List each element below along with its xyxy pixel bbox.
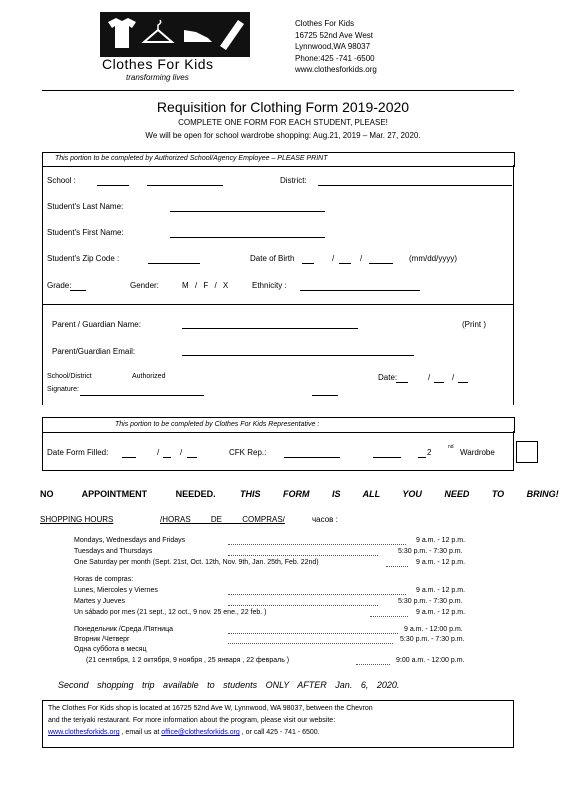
signature-field[interactable] <box>80 395 204 396</box>
date-slash: / <box>452 373 455 382</box>
gender-label: Gender: <box>130 281 159 290</box>
date-month-field[interactable] <box>396 382 408 383</box>
divider <box>42 90 514 91</box>
signature-field-2[interactable] <box>312 395 338 396</box>
hours-time: 9 a.m. - 12 p.m. <box>416 609 466 616</box>
grade-label: Grade: <box>47 281 72 290</box>
hours-time: 9 a.m. - 12 p.m. <box>416 537 466 544</box>
dob-slash: / <box>332 254 335 263</box>
ethnicity-field[interactable] <box>300 290 420 291</box>
dob-label: Date of Birth <box>250 254 295 263</box>
this-form: THIS FORM IS ALL YOU NEED TO BRING! <box>240 489 559 499</box>
wardrobe-label: Wardrobe <box>460 448 495 457</box>
parent-name-label: Parent / Guardian Name: <box>52 320 141 329</box>
wardrobe-checkbox[interactable] <box>516 441 538 463</box>
parent-email-label: Parent/Guardian Email: <box>52 347 136 356</box>
dot-leader <box>228 605 378 606</box>
wardrobe-field[interactable] <box>418 457 426 458</box>
dot-leader <box>370 616 408 617</box>
gender-options[interactable]: M / F / X <box>182 281 229 290</box>
hours-time: 9 a.m. - 12 p.m. <box>416 559 466 566</box>
section3-left-border <box>42 431 43 470</box>
hours-day: Martes y Jueves <box>74 598 125 605</box>
date-filled-day[interactable] <box>163 457 171 458</box>
section1-right-border <box>513 165 514 405</box>
hours-en: SHOPPING HOURS <box>40 515 114 524</box>
clothes-icons <box>100 12 250 57</box>
section1-header: This portion to be completed by Authorized School/Agency Employee – PLEASE PRINT <box>55 155 328 162</box>
hours-time: 9 a.m. - 12:00 p.m. <box>404 626 463 633</box>
zip-field[interactable] <box>148 263 200 264</box>
hours-time: 9:00 a.m. - 12:00 p.m. <box>396 657 465 664</box>
date-slash: / <box>180 448 183 457</box>
hours-es: /HORAS DE COMPRAS/ <box>160 515 285 524</box>
date-slash: / <box>157 448 160 457</box>
rep-field[interactable] <box>284 457 340 458</box>
district-label: District: <box>280 176 307 185</box>
dot-leader <box>228 643 393 644</box>
hours-day: Mondays, Wednesdays and Fridays <box>74 537 186 544</box>
address-line: 16725 52nd Ave West <box>295 30 373 40</box>
form-title: Requisition for Clothing Form 2019-2020 <box>156 99 410 115</box>
address-line: Lynnwood,WA 98037 <box>295 42 371 51</box>
email-link[interactable]: office@clothesforkids.org <box>161 729 240 736</box>
dob-format: (mm/dd/yyyy) <box>409 254 457 263</box>
call-text: , or call 425 - 741 - 6500. <box>241 729 320 736</box>
hours-day: Понедельник /Среда /Пятница <box>74 626 173 633</box>
logo-tagline: transforming lives <box>126 73 189 82</box>
dot-leader <box>356 664 390 665</box>
dot-leader <box>228 555 378 556</box>
last-name-label: Student's Last Name: <box>47 202 124 211</box>
wardrobe-number: 2 <box>427 448 432 457</box>
parent-name-field[interactable] <box>182 328 358 329</box>
footer-line-3 <box>48 729 320 736</box>
dob-month-field[interactable] <box>302 263 314 264</box>
hours-day: Lunes, Miercoles y Viernes <box>74 587 158 594</box>
dot-leader <box>228 594 406 595</box>
ethnicity-label: Ethnicity : <box>252 281 287 290</box>
dob-day-field[interactable] <box>339 263 351 264</box>
russian-sat-header: Одна суббота в месяц <box>74 646 147 653</box>
date-filled-month[interactable] <box>122 457 136 458</box>
hours-time: 5:30 p.m. - 7:30 p.m. <box>398 598 463 605</box>
hours-day: Tuesdays and Thursdays <box>74 548 153 555</box>
section3-header: This portion to be completed by Clothes For Kids Representative : <box>115 421 320 428</box>
date-day-field[interactable] <box>434 382 444 383</box>
authorized-label-2: Authorized <box>132 373 166 380</box>
hours-day: (21 сентября, 1 2 октября, 9 ноября , 25 января , 22 февраль ) <box>86 657 290 664</box>
hours-day: Un sábado por mes (21 sept., 12 oct., 9 nov. 25 ene., 22 feb. ) <box>74 609 267 616</box>
footer-line-1: The Clothes For Kids shop is located at 16725 52nd Ave W, Lynnwood, WA 98037, between the Chevron <box>48 705 373 712</box>
school-label: School : <box>47 176 76 185</box>
dot-leader <box>228 544 406 545</box>
open-dates: We will be open for school wardrobe shopping: Aug.21, 2019 – Mar. 27, 2020. <box>145 131 421 140</box>
date-filled-year[interactable] <box>187 457 197 458</box>
email-prefix: , email us at <box>121 729 160 736</box>
first-name-label: Student's First Name: <box>47 228 124 237</box>
section3-right-border <box>513 431 514 470</box>
date-year-field[interactable] <box>458 382 468 383</box>
hours-day: One Saturday per month (Sept. 21st, Oct. 12th, Nov. 9th, Jan. 25th, Feb. 22nd) <box>74 559 319 566</box>
hours-time: 5:30 p.m. - 7:30 p.m. <box>398 548 463 555</box>
divider <box>42 470 514 471</box>
wardrobe-sup: nd <box>448 444 454 450</box>
hours-time: 5:30 p.m. - 7:30 p.m. <box>400 636 465 643</box>
divider <box>42 304 514 305</box>
date-label: Date: <box>378 373 398 382</box>
dot-leader <box>228 633 398 634</box>
spanish-header: Horas de compras: <box>74 576 134 583</box>
hours-ru: часов : <box>312 515 338 524</box>
hours-time: 9 a.m. - 12 p.m. <box>416 587 466 594</box>
district-field[interactable] <box>318 185 512 186</box>
dob-year-field[interactable] <box>369 263 393 264</box>
parent-email-field[interactable] <box>182 355 414 356</box>
print-note: (Print ) <box>462 320 486 329</box>
address-line: Clothes For Kids <box>295 19 355 28</box>
authorized-label-1: School/District <box>47 373 92 380</box>
last-name-field[interactable] <box>170 211 325 212</box>
first-name-field[interactable] <box>170 237 325 238</box>
logo <box>100 12 250 82</box>
hours-day: Вторник /Четверг <box>74 636 130 643</box>
rep-field-2[interactable] <box>373 457 401 458</box>
address-line: www.clothesforkids.org <box>295 65 377 74</box>
dot-leader <box>386 566 408 567</box>
footer-line-2: and the teriyaki restaurant. For more information about the program, please visit our website: <box>48 717 336 724</box>
date-filled-label: Date Form Filled: <box>47 448 109 457</box>
rep-label: CFK Rep.: <box>229 448 267 457</box>
logo-text: Clothes For Kids <box>102 56 214 72</box>
signature-label: Signature: <box>47 386 79 393</box>
website-link[interactable]: www.clothesforkids.org <box>48 729 120 736</box>
section1-left-border <box>42 165 43 405</box>
dob-slash: / <box>360 254 363 263</box>
date-slash: / <box>428 373 431 382</box>
grade-field[interactable] <box>70 290 86 291</box>
zip-label: Student's Zip Code : <box>47 254 120 263</box>
second-shopping-note: Second shopping trip available to students ONLY AFTER Jan. 6, 2020. <box>58 680 400 690</box>
instruction: COMPLETE ONE FORM FOR EACH STUDENT, PLEASE! <box>178 118 388 127</box>
address-block <box>295 18 377 76</box>
address-line: Phone:425 -741 -6500 <box>295 53 375 63</box>
no-appointment: NO APPOINTMENT NEEDED. <box>40 489 216 499</box>
school-field[interactable] <box>97 185 129 186</box>
school-field-2[interactable] <box>147 185 223 186</box>
